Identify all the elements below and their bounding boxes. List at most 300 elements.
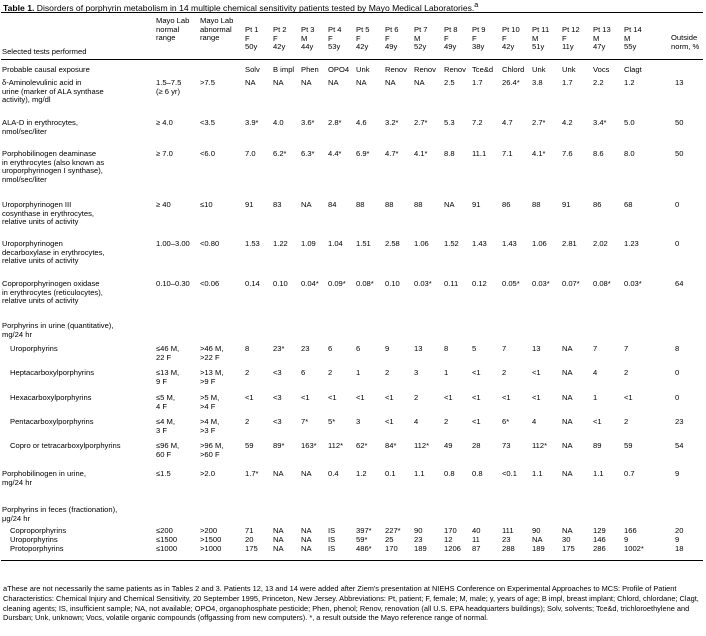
outside-norm-cell: 20 [675, 526, 684, 535]
patient-value-cell: 1.7* [245, 469, 259, 478]
outside-norm-cell: 64 [675, 279, 684, 288]
patient-value-cell: NA [385, 78, 396, 87]
patient-value-cell: <3 [273, 393, 282, 402]
table-title [3, 1, 478, 12]
patient-value-cell: <1 [245, 393, 254, 402]
outside-norm-cell: 0 [675, 393, 680, 402]
patient-value-cell: Renov [414, 65, 436, 74]
patient-value-cell: 4.4* [328, 149, 342, 158]
row-label: urine (marker of ALA synthase [2, 86, 104, 96]
patient-value-cell: 4.1* [414, 149, 428, 158]
outside-norm-cell: 8 [675, 344, 680, 353]
patient-value-cell: 30 [562, 535, 571, 544]
normal-range-cell: 1.00–3.00 [156, 239, 190, 248]
row-label: relative units of activity [2, 217, 79, 227]
patient-value-cell: 11.1 [472, 149, 487, 158]
patient-value-cell: 1 [593, 393, 598, 402]
patient-value-cell: 23* [273, 344, 285, 353]
header-patient-9: 38y [472, 42, 485, 52]
normal-range-cell: ≥ 7.0 [156, 149, 173, 158]
header-patient-3: M [301, 33, 308, 43]
patient-value-cell: 0.14 [245, 279, 260, 288]
patient-value-cell: 2 [624, 417, 629, 426]
patient-value-cell: 189 [414, 544, 427, 553]
patient-value-cell: 13 [532, 344, 541, 353]
patient-value-cell: 26.4* [502, 78, 520, 87]
patient-value-cell: 0.8 [444, 469, 455, 478]
patient-value-cell: 1.43 [502, 239, 517, 248]
header-outside-line: norm, % [671, 41, 700, 51]
patient-value-cell: 90 [532, 526, 541, 535]
patient-value-cell: 189 [532, 544, 545, 553]
patient-value-cell: 2.2 [593, 78, 604, 87]
patient-value-cell: 1.2 [356, 469, 367, 478]
normal-range-cell: ≤200 [156, 526, 173, 535]
patient-value-cell: 84* [385, 441, 397, 450]
header-patient-7: M [414, 33, 421, 43]
patient-value-cell: <1 [472, 368, 481, 377]
normal-range-cell: 3 F [156, 425, 167, 435]
row-label: cosynthase in erythrocytes, [2, 208, 95, 218]
patient-value-cell: 1.43 [472, 239, 487, 248]
patient-value-cell: 88 [532, 200, 541, 209]
header-patient-8: Pt 8 [444, 25, 458, 34]
patient-value-cell: 59 [624, 441, 633, 450]
patient-value-cell: 0.10 [273, 279, 288, 288]
patient-value-cell: 1.06 [414, 239, 429, 248]
header-outside-norm [671, 34, 699, 51]
outside-norm-cell: 23 [675, 417, 684, 426]
normal-range-cell: 22 F [156, 352, 172, 362]
patient-value-cell: 73 [502, 441, 511, 450]
patient-value-cell: 5.3 [444, 118, 455, 127]
normal-range-cell: 9 F [156, 376, 167, 386]
patient-value-cell: 163* [301, 441, 317, 450]
header-patient-6: 49y [385, 42, 398, 52]
patient-value-cell: 3.2* [385, 118, 399, 127]
header-patient-3: 44y [301, 42, 314, 52]
patient-value-cell: 2 [624, 368, 629, 377]
row-label: in erythrocytes (also known as [2, 157, 105, 167]
patient-value-cell: 88 [385, 200, 394, 209]
patient-value-cell: 4.0 [273, 118, 284, 127]
patient-value-cell: 1.23 [624, 239, 639, 248]
patient-value-cell: 129 [593, 526, 606, 535]
patient-value-cell: <1 [502, 393, 511, 402]
header-patient-3: Pt 3 [301, 25, 315, 34]
patient-value-cell: 1.09 [301, 239, 316, 248]
patient-value-cell: B impl [273, 65, 295, 74]
patient-value-cell: IS [328, 535, 336, 544]
abnormal-range-cell: ≤10 [200, 200, 213, 209]
header-patient-4: Pt 4 [328, 25, 342, 34]
row-label: activity), mg/dl [2, 95, 51, 105]
row-label: decarboxylase in erythrocytes, [2, 247, 105, 257]
row-label: Porphobilinogen deaminase [2, 149, 97, 158]
patient-value-cell: NA [562, 417, 573, 426]
patient-value-cell: 7 [624, 344, 629, 353]
patient-value-cell: 0.10 [385, 279, 400, 288]
header-patient-6: F [385, 33, 390, 43]
patient-value-cell: 0.11 [444, 279, 459, 288]
patient-value-cell: <1 [444, 393, 453, 402]
patient-value-cell: 13 [414, 344, 423, 353]
patient-value-cell: 0.05* [502, 279, 520, 288]
patient-value-cell: 1.7 [472, 78, 483, 87]
header-patient-11: M [532, 33, 539, 43]
patient-value-cell: 6* [502, 417, 510, 426]
patient-value-cell: 0.09* [328, 279, 346, 288]
header-patient-4: 53y [328, 42, 341, 52]
patient-value-cell: 111 [502, 526, 514, 535]
patient-value-cell: 0.7 [624, 469, 635, 478]
row-label: Hexacarboxylporphyrins [10, 393, 92, 402]
patient-value-cell: 84 [328, 200, 337, 209]
patient-value-cell: NA [301, 78, 312, 87]
normal-range-cell: 0.10–0.30 [156, 279, 190, 288]
normal-range-cell: 1.5–7.5 [156, 78, 182, 87]
patient-value-cell: 6.3* [301, 149, 315, 158]
table-title-footnote-mark: a [474, 1, 479, 9]
header-abnormal-line: range [200, 33, 220, 43]
normal-range-cell: ≤96 M, [156, 441, 180, 450]
header-selected-tests: Selected tests performed [2, 47, 87, 56]
patient-value-cell: 23 [502, 535, 511, 544]
patient-value-cell: 6 [301, 368, 306, 377]
row-label: relative units of activity [2, 296, 79, 306]
patient-value-cell: 91 [245, 200, 254, 209]
row-label: nmol/sec/liter [2, 126, 47, 136]
patient-value-cell: 170 [444, 526, 457, 535]
patient-value-cell: 28 [472, 441, 481, 450]
outside-norm-cell: 50 [675, 149, 684, 158]
patient-value-cell: <1 [356, 393, 365, 402]
patient-value-cell: 3 [356, 417, 361, 426]
table-title-text: Disorders of porphyrin metabolism in 14 multiple chemical sensitivity patients tested by Mayo Medical Laboratories. [34, 2, 475, 13]
header-patient-1: 50y [245, 42, 258, 52]
patient-value-cell: 83 [273, 200, 282, 209]
normal-range-cell: ≥ 40 [156, 200, 171, 209]
patient-value-cell: 3.6* [301, 118, 315, 127]
patient-value-cell: 12 [444, 535, 453, 544]
patient-value-cell: NA [273, 535, 284, 544]
header-patient-2: F [273, 33, 278, 43]
normal-range-cell: ≤1500 [156, 535, 178, 544]
normal-range-cell: 4 F [156, 401, 167, 411]
patient-value-cell: 112* [328, 441, 344, 450]
patient-value-cell: <3 [273, 417, 282, 426]
abnormal-range-cell: >96 M, [200, 441, 224, 450]
patient-value-cell: NA [273, 544, 284, 553]
patient-value-cell: 2 [328, 368, 333, 377]
header-patient-9: F [472, 33, 477, 43]
patient-value-cell: 0.03* [532, 279, 550, 288]
patient-value-cell: 2.58 [385, 239, 400, 248]
patient-value-cell: 2 [414, 393, 419, 402]
header-patient-13: Pt 13 [593, 25, 611, 34]
patient-value-cell: 1206 [444, 544, 461, 553]
patient-value-cell: 397* [356, 526, 372, 535]
patient-value-cell: 9 [385, 344, 390, 353]
header-patient-13: 47y [593, 42, 606, 52]
patient-value-cell: 1.2 [624, 78, 635, 87]
header-patient-11: 51y [532, 42, 545, 52]
normal-range-cell: ≤5 M, [156, 393, 175, 402]
header-abnormal-line: abnormal [200, 24, 232, 34]
patient-value-cell: 486* [356, 544, 372, 553]
patient-value-cell: 2.7* [414, 118, 428, 127]
abnormal-range-cell: >7.5 [200, 78, 215, 87]
row-label: Uroporphyrinogen [2, 239, 63, 248]
patient-value-cell: 2.81 [562, 239, 577, 248]
patient-value-cell: 170 [385, 544, 398, 553]
patient-value-cell: 49 [444, 441, 453, 450]
patient-value-cell: 6 [356, 344, 361, 353]
table-footnote: aThese are not necessarily the same patients as in Tables 2 and 3. Patients 12, 13 and 14 were added after Ziem's presentation at NIEHS Conference on Experimental Approaches to MCS: Profile of Patient Characteristics: Chemical Injury and Chemical Sensitivity, 20 September 1995, Princeton, New Jersey. Abbreviations: Pt, patient; F, female; M, male; y, years of age; B impl, breast implant; Chlord, chlordane; Clagt, cleaning agents; IS, insufficient sample; NA, not available; OPO4, organophosphate pesticide; Phen, phenol; Renov, renovation (all U.S. EPA headquarters buildings); Solv, solvents; Tce&d, trichloroethylene and Dursban; Unk, unknown; Vocs, volatile organic compounds (offgassing from new computers). *, a result outside the Mayo reference range of normal. [3, 584, 699, 623]
normal-range-cell: ≤1.5 [156, 469, 171, 478]
patient-value-cell: NA [444, 200, 455, 209]
patient-value-cell: NA [328, 78, 339, 87]
patient-value-cell: 2.7* [532, 118, 546, 127]
patient-value-cell: Renov [385, 65, 407, 74]
abnormal-range-cell: >13 M, [200, 368, 224, 377]
header-patient-14: M [624, 33, 631, 43]
patient-value-cell: 6.9* [356, 149, 370, 158]
patient-value-cell: 4 [414, 417, 419, 426]
normal-range-cell: ≤4 M, [156, 417, 175, 426]
patient-value-cell: 1 [356, 368, 361, 377]
patient-value-cell: 40 [472, 526, 481, 535]
header-patient-1: Pt 1 [245, 25, 259, 34]
patient-value-cell: <1 [385, 393, 394, 402]
outside-norm-cell: 0 [675, 239, 680, 248]
patient-value-cell: <0.1 [502, 469, 517, 478]
patient-value-cell: 2 [502, 368, 507, 377]
normal-range-cell: ≤1000 [156, 544, 178, 553]
patient-value-cell: NA [301, 526, 312, 535]
abnormal-range-cell: <0.06 [200, 279, 220, 288]
header-patient-5: 42y [356, 42, 369, 52]
patient-value-cell: 0.8 [472, 469, 483, 478]
outside-norm-cell: 9 [675, 535, 680, 544]
abnormal-range-cell: >200 [200, 526, 218, 535]
header-patient-7: 52y [414, 42, 427, 52]
patient-value-cell: OPO4 [328, 65, 350, 74]
patient-value-cell: NA [301, 544, 312, 553]
patient-value-cell: 0.08* [593, 279, 611, 288]
patient-value-cell: 4.7 [502, 118, 513, 127]
abnormal-range-cell: >4 F [200, 401, 216, 411]
row-label: Porphyrins in feces (fractionation), [2, 505, 118, 514]
header-patient-8: 49y [444, 42, 457, 52]
patient-value-cell: 89 [593, 441, 602, 450]
patient-value-cell: 89* [273, 441, 285, 450]
patient-value-cell: 6 [328, 344, 333, 353]
patient-value-cell: 25 [385, 535, 394, 544]
patient-value-cell: 86 [502, 200, 511, 209]
patient-value-cell: 286 [593, 544, 606, 553]
row-label: in erythrocytes (reticulocytes), [2, 287, 103, 297]
patient-value-cell: 23 [414, 535, 423, 544]
patient-value-cell: <1 [472, 393, 481, 402]
patient-value-cell: <1 [472, 417, 481, 426]
header-patient-10: Pt 10 [502, 25, 520, 34]
patient-value-cell: NA [301, 535, 312, 544]
row-label: Porphobilinogen in urine, [2, 469, 87, 478]
patient-value-cell: 2.5 [444, 78, 455, 87]
header-normal-range [156, 17, 189, 43]
header-outside-line: Outside [671, 33, 698, 42]
patient-value-cell: Clagt [624, 65, 642, 74]
patient-value-cell: 1.7 [562, 78, 573, 87]
patient-value-cell: 86 [593, 200, 602, 209]
normal-range-cell: 60 F [156, 449, 172, 459]
header-patient-10: F [502, 33, 507, 43]
patient-value-cell: 4 [593, 368, 598, 377]
header-rule [1, 59, 703, 60]
patient-value-cell: 7 [502, 344, 507, 353]
abnormal-range-cell: >5 M, [200, 393, 220, 402]
patient-value-cell: 4 [532, 417, 537, 426]
patient-value-cell: 91 [472, 200, 481, 209]
patient-value-cell: NA [532, 535, 543, 544]
row-label: δ-Aminolevulinic acid in [2, 78, 82, 87]
row-label: Pentacarboxylporphyrins [10, 417, 94, 426]
abnormal-range-cell: <0.80 [200, 239, 220, 248]
patient-value-cell: 5* [328, 417, 336, 426]
patient-value-cell: 2 [245, 417, 250, 426]
patient-value-cell: 20 [245, 535, 254, 544]
header-patient-12: F [562, 33, 567, 43]
normal-range-cell: ≤13 M, [156, 368, 180, 377]
patient-value-cell: <1 [532, 368, 541, 377]
patient-value-cell: Unk [562, 65, 576, 74]
row-label: Heptacarboxylporphyrins [10, 368, 94, 377]
row-label: uroporphyrinogen I synthase), [2, 166, 103, 176]
patient-value-cell: NA [301, 200, 312, 209]
abnormal-range-cell: <6.0 [200, 149, 215, 158]
header-patient-9: Pt 9 [472, 25, 486, 34]
patient-value-cell: 7* [301, 417, 309, 426]
outside-norm-cell: 18 [675, 544, 684, 553]
patient-value-cell: 8.8 [444, 149, 455, 158]
patient-value-cell: 8 [245, 344, 250, 353]
row-label: ALA-D in erythrocytes, [2, 118, 78, 127]
patient-value-cell: 1.04 [328, 239, 343, 248]
patient-value-cell: 146 [593, 535, 606, 544]
patient-value-cell: 5 [472, 344, 477, 353]
patient-value-cell: NA [301, 469, 312, 478]
patient-value-cell: 2 [444, 417, 449, 426]
patient-value-cell: 2 [385, 368, 390, 377]
patient-value-cell: 112* [532, 441, 548, 450]
patient-value-cell: 88 [356, 200, 365, 209]
patient-value-cell: Vocs [593, 65, 610, 74]
row-label: Copro or tetracarboxylporphyrins [10, 441, 121, 450]
patient-value-cell: 11 [472, 535, 480, 544]
top-rule [1, 12, 703, 13]
patient-value-cell: 1 [444, 368, 449, 377]
patient-value-cell: 71 [245, 526, 254, 535]
patient-value-cell: <1 [301, 393, 310, 402]
normal-range-cell: ≤46 M, [156, 344, 180, 353]
patient-value-cell: 112* [414, 441, 430, 450]
patient-value-cell: 3.8 [532, 78, 543, 87]
normal-range-cell: (≥ 6 yr) [156, 86, 180, 96]
patient-value-cell: 91 [562, 200, 571, 209]
patient-value-cell: 1.51 [356, 239, 371, 248]
patient-value-cell: NA [562, 441, 573, 450]
patient-value-cell: NA [562, 393, 573, 402]
abnormal-range-cell: >3 F [200, 425, 216, 435]
patient-value-cell: IS [328, 526, 336, 535]
row-label: Protoporphyrins [10, 544, 64, 553]
patient-value-cell: Tce&d [472, 65, 494, 74]
patient-value-cell: Solv [245, 65, 260, 74]
patient-value-cell: NA [245, 78, 256, 87]
header-abnormal-line: Mayo Lab [200, 16, 234, 25]
header-normal-line: normal [156, 24, 180, 34]
patient-value-cell: 288 [502, 544, 515, 553]
row-label: Coproporphyrinogen oxidase [2, 279, 100, 288]
patient-value-cell: 0.03* [414, 279, 432, 288]
row-label: mg/24 hr [2, 477, 32, 487]
abnormal-range-cell: >4 M, [200, 417, 220, 426]
patient-value-cell: <1 [532, 393, 541, 402]
patient-value-cell: 0.08* [356, 279, 374, 288]
patient-value-cell: 90 [414, 526, 423, 535]
patient-value-cell: 4.2 [562, 118, 573, 127]
patient-value-cell: 1002* [624, 544, 644, 553]
patient-value-cell: NA [273, 526, 284, 535]
abnormal-range-cell: >1000 [200, 544, 222, 553]
patient-value-cell: <1 [328, 393, 337, 402]
patient-value-cell: Phen [301, 65, 319, 74]
header-normal-line: Mayo Lab [156, 16, 190, 25]
patient-value-cell: 0.1 [385, 469, 396, 478]
patient-value-cell: 6.2* [273, 149, 287, 158]
patient-value-cell: IS [328, 544, 336, 553]
header-patient-10: 42y [502, 42, 515, 52]
patient-value-cell: <1 [385, 417, 394, 426]
header-patient-12: Pt 12 [562, 25, 580, 34]
header-patient-5: Pt 5 [356, 25, 370, 34]
patient-value-cell: 175 [562, 544, 575, 553]
patient-value-cell: 0.03* [624, 279, 642, 288]
patient-value-cell: 5.0 [624, 118, 635, 127]
patient-value-cell: 8.6 [593, 149, 604, 158]
header-abnormal-range [200, 17, 233, 43]
patient-value-cell: Unk [532, 65, 546, 74]
header-patient-14: Pt 14 [624, 25, 642, 34]
abnormal-range-cell: <3.5 [200, 118, 215, 127]
row-label: Porphyrins in urine (quantitative), [2, 321, 114, 330]
abnormal-range-cell: >2.0 [200, 469, 215, 478]
header-normal-line: range [156, 33, 176, 43]
patient-value-cell: 4.7* [385, 149, 399, 158]
row-label: relative units of activity [2, 256, 79, 266]
header-patient-2: 42y [273, 42, 286, 52]
patient-value-cell: NA [273, 78, 284, 87]
patient-value-cell: Chlord [502, 65, 525, 74]
header-patient-1: F [245, 33, 250, 43]
patient-value-cell: NA [562, 526, 573, 535]
abnormal-range-cell: >46 M, [200, 344, 224, 353]
row-label: μg/24 hr [2, 513, 31, 523]
patient-value-cell: 2.8* [328, 118, 342, 127]
patient-value-cell: 7 [593, 344, 598, 353]
patient-value-cell: Unk [356, 65, 370, 74]
